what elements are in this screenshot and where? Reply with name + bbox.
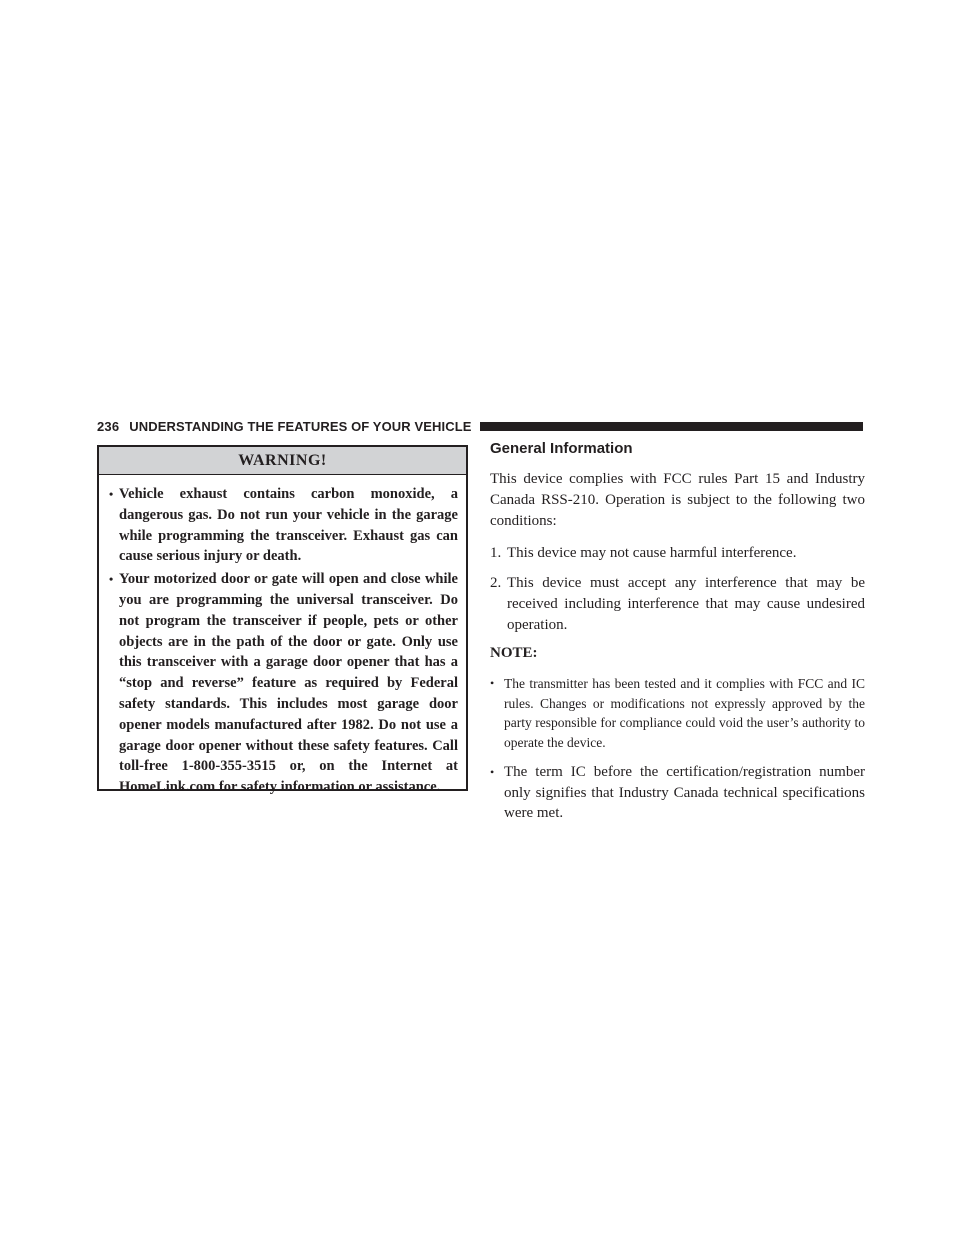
page-header [97, 417, 863, 435]
bullet-icon: • [490, 676, 495, 690]
bullet-icon: • [109, 487, 114, 501]
general-information-section [490, 440, 865, 834]
condition-text: This device must accept any interference that may be received including interference that may cause undesired operation. [507, 575, 865, 633]
warning-title: WARNING! [99, 447, 466, 475]
note-item [490, 762, 865, 824]
condition-number: 2. [490, 575, 502, 591]
note-label: NOTE: [490, 645, 538, 661]
section-heading: General Information [490, 440, 633, 457]
note-text: The transmitter has been tested and it complies with FCC and IC rules. Changes or modifications not expressly approved by the party responsible for compliance could void the user’s authority to operate the device. [504, 676, 865, 750]
condition-number: 1. [490, 545, 502, 561]
note-item [490, 674, 865, 752]
warning-list [99, 475, 466, 798]
warning-box [97, 445, 468, 796]
page-number: 236 [97, 418, 120, 434]
warning-item [109, 484, 458, 567]
condition-item [490, 573, 865, 636]
warning-item-text: Your motorized door or gate will open and close while you are programming the universal transceiver. Do not program the transceiver if people, pets or other objects are in the path of the door or gate. Only use this transceiver with a garage door opener that has a “stop and reverse” feature as required by Federal safety standards. This includes most garage door opener models manufactured after 1982. Do not use a garage door opener without these safety features. Call toll-free 1-800-355-3515 or, on the Internet at HomeLink.com for safety information or assistance. [119, 571, 458, 796]
warning-item [109, 569, 458, 798]
warning-item-text: Vehicle exhaust contains carbon monoxide, a dangerous gas. Do not run your vehicle in the garage while programming the transceiver. Exhaust gas can cause serious injury or death. [119, 486, 458, 565]
note-text: The term IC before the certification/registration number only signifies that Industry Canada technical specifications were met. [504, 764, 865, 821]
bullet-icon: • [490, 765, 495, 779]
header-rule [480, 422, 863, 431]
section-title: UNDERSTANDING THE FEATURES OF YOUR VEHICLE [129, 418, 472, 434]
bullet-icon: • [109, 572, 114, 587]
condition-item [490, 543, 865, 564]
intro-paragraph: This device complies with FCC rules Part 15 and Industry Canada RSS-210. Operation is subject to the following two conditions: [490, 471, 865, 529]
condition-text: This device may not cause harmful interference. [507, 545, 797, 561]
